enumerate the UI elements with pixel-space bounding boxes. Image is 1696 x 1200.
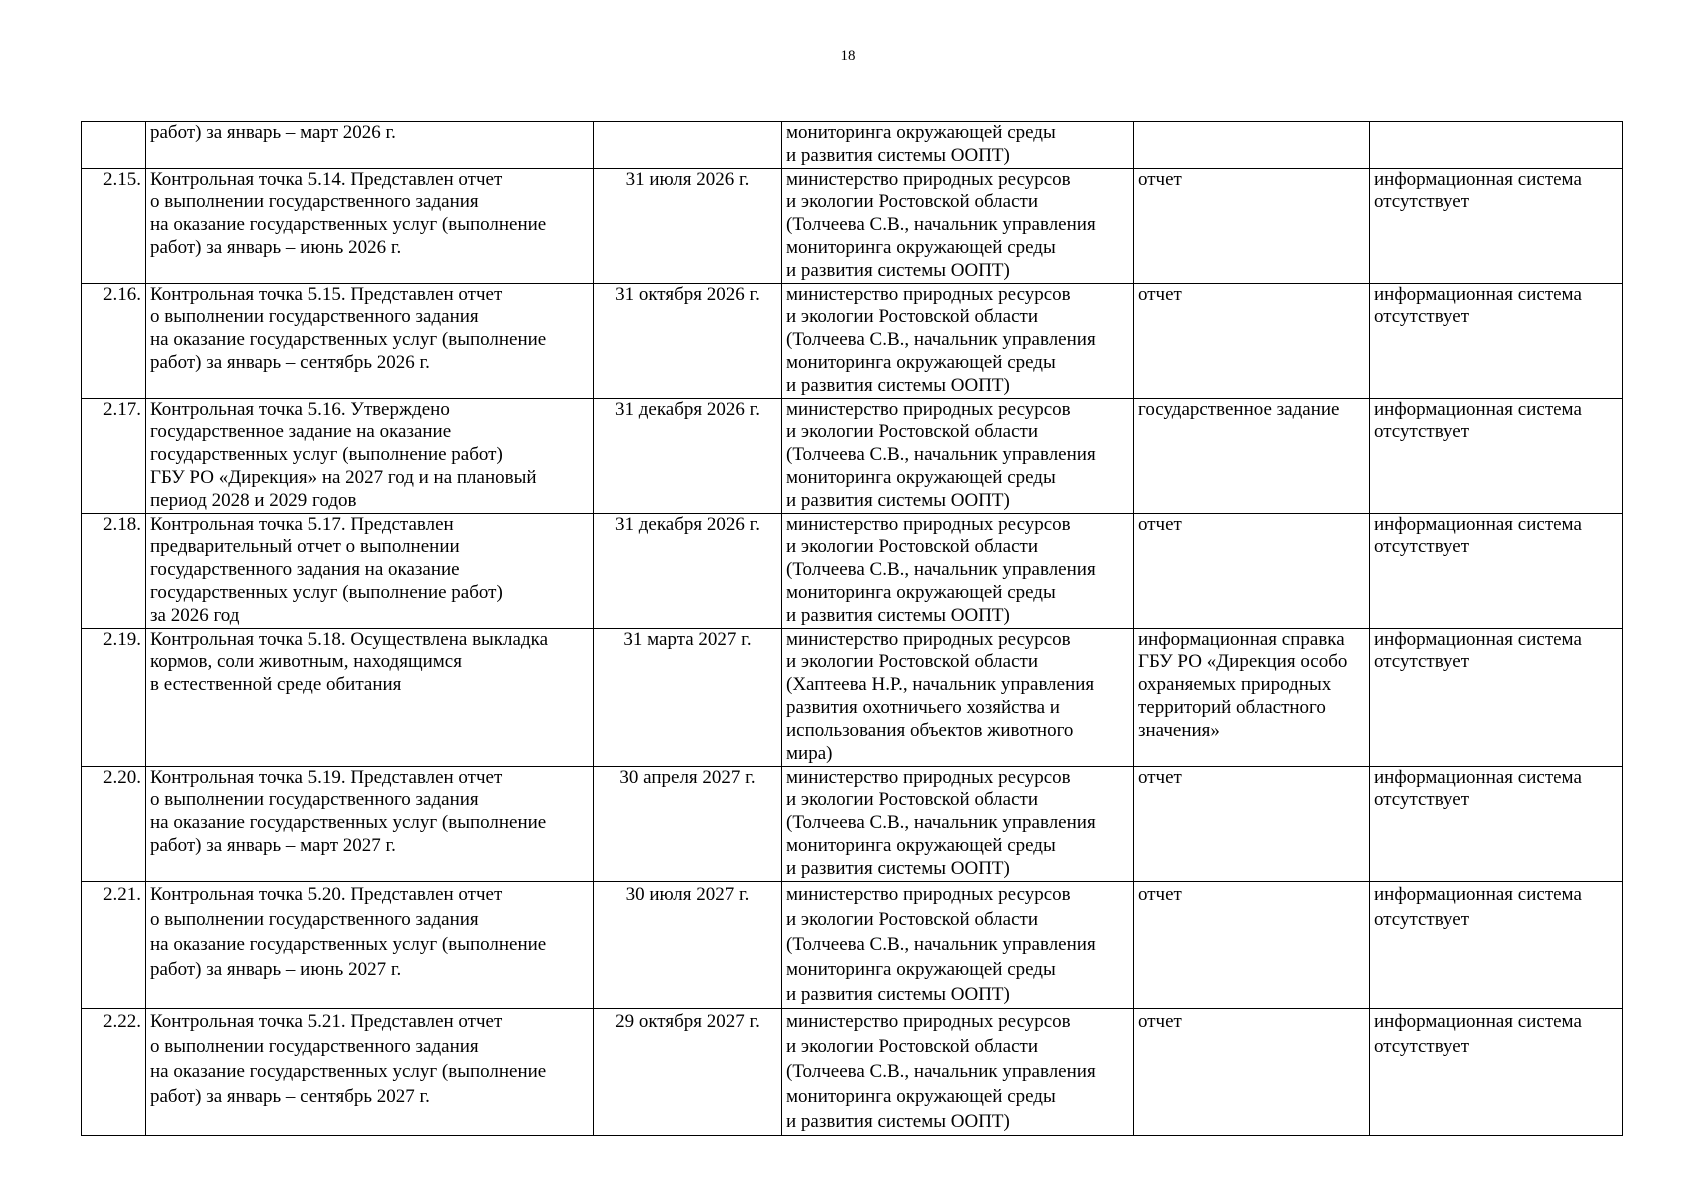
information-system: информационная система отсутствует <box>1370 283 1623 398</box>
confirming-document: отчет <box>1134 283 1370 398</box>
information-system: информационная система отсутствует <box>1370 513 1623 628</box>
due-date <box>594 122 782 169</box>
information-system: информационная система отсутствует <box>1370 766 1623 881</box>
table-row <box>82 513 1623 628</box>
due-date: 31 декабря 2026 г. <box>594 398 782 513</box>
responsible-executor: министерство природных ресурсов и экологии Ростовской области (Толчеева С.В., начальник управления мониторинга окружающей среды и развития системы ООПТ) <box>782 1008 1134 1135</box>
confirming-document: отчет <box>1134 168 1370 283</box>
table-row <box>82 881 1623 1008</box>
information-system: информационная система отсутствует <box>1370 628 1623 766</box>
responsible-executor: министерство природных ресурсов и экологии Ростовской области (Толчеева С.В., начальник управления мониторинга окружающей среды и развития системы ООПТ) <box>782 168 1134 283</box>
row-number: 2.15. <box>82 168 146 283</box>
row-number: 2.17. <box>82 398 146 513</box>
responsible-executor: министерство природных ресурсов и экологии Ростовской области (Хаптеева Н.Р., начальник управления развития охотничьего хозяйства и использования объектов животного мира) <box>782 628 1134 766</box>
row-number: 2.16. <box>82 283 146 398</box>
confirming-document: государственное задание <box>1134 398 1370 513</box>
table-row <box>82 283 1623 398</box>
due-date: 31 июля 2026 г. <box>594 168 782 283</box>
table-row <box>82 628 1623 766</box>
control-point-text: Контрольная точка 5.21. Представлен отчет о выполнении государственного задания на оказание государственных услуг (выполнение работ) за январь – сентябрь 2027 г. <box>146 1008 594 1135</box>
row-number <box>82 122 146 169</box>
table-row <box>82 168 1623 283</box>
confirming-document: отчет <box>1134 513 1370 628</box>
due-date: 30 июля 2027 г. <box>594 881 782 1008</box>
table-row <box>82 122 1623 169</box>
table-row <box>82 1008 1623 1135</box>
information-system <box>1370 122 1623 169</box>
control-point-text: Контрольная точка 5.17. Представлен предварительный отчет о выполнении государственного задания на оказание государственных услуг (выполнение работ) за 2026 год <box>146 513 594 628</box>
due-date: 29 октября 2027 г. <box>594 1008 782 1135</box>
control-point-text: Контрольная точка 5.16. Утверждено государственное задание на оказание государственных услуг (выполнение работ) ГБУ РО «Дирекция» на 2027 год и на плановый период 2028 и 2029 годов <box>146 398 594 513</box>
information-system: информационная система отсутствует <box>1370 881 1623 1008</box>
row-number: 2.20. <box>82 766 146 881</box>
row-number: 2.19. <box>82 628 146 766</box>
responsible-executor: мониторинга окружающей среды и развития системы ООПТ) <box>782 122 1134 169</box>
row-number: 2.18. <box>82 513 146 628</box>
control-point-text: Контрольная точка 5.18. Осуществлена выкладка кормов, соли животным, находящимся в естественной среде обитания <box>146 628 594 766</box>
row-number: 2.21. <box>82 881 146 1008</box>
control-points-table <box>81 121 1623 1136</box>
due-date: 30 апреля 2027 г. <box>594 766 782 881</box>
due-date: 31 октября 2026 г. <box>594 283 782 398</box>
confirming-document: отчет <box>1134 1008 1370 1135</box>
control-point-text: Контрольная точка 5.15. Представлен отчет о выполнении государственного задания на оказание государственных услуг (выполнение работ) за январь – сентябрь 2026 г. <box>146 283 594 398</box>
row-number: 2.22. <box>82 1008 146 1135</box>
table-row <box>82 398 1623 513</box>
responsible-executor: министерство природных ресурсов и экологии Ростовской области (Толчеева С.В., начальник управления мониторинга окружающей среды и развития системы ООПТ) <box>782 398 1134 513</box>
confirming-document <box>1134 122 1370 169</box>
page-number: 18 <box>840 48 856 64</box>
control-point-text: работ) за январь – март 2026 г. <box>146 122 594 169</box>
due-date: 31 декабря 2026 г. <box>594 513 782 628</box>
responsible-executor: министерство природных ресурсов и экологии Ростовской области (Толчеева С.В., начальник управления мониторинга окружающей среды и развития системы ООПТ) <box>782 283 1134 398</box>
information-system: информационная система отсутствует <box>1370 1008 1623 1135</box>
responsible-executor: министерство природных ресурсов и экологии Ростовской области (Толчеева С.В., начальник управления мониторинга окружающей среды и развития системы ООПТ) <box>782 513 1134 628</box>
responsible-executor: министерство природных ресурсов и экологии Ростовской области (Толчеева С.В., начальник управления мониторинга окружающей среды и развития системы ООПТ) <box>782 881 1134 1008</box>
responsible-executor: министерство природных ресурсов и экологии Ростовской области (Толчеева С.В., начальник управления мониторинга окружающей среды и развития системы ООПТ) <box>782 766 1134 881</box>
confirming-document: информационная справка ГБУ РО «Дирекция особо охраняемых природных территорий областного значения» <box>1134 628 1370 766</box>
control-point-text: Контрольная точка 5.14. Представлен отчет о выполнении государственного задания на оказание государственных услуг (выполнение работ) за январь – июнь 2026 г. <box>146 168 594 283</box>
table-row <box>82 766 1623 881</box>
control-point-text: Контрольная точка 5.19. Представлен отчет о выполнении государственного задания на оказание государственных услуг (выполнение работ) за январь – март 2027 г. <box>146 766 594 881</box>
confirming-document: отчет <box>1134 881 1370 1008</box>
confirming-document: отчет <box>1134 766 1370 881</box>
due-date: 31 марта 2027 г. <box>594 628 782 766</box>
control-point-text: Контрольная точка 5.20. Представлен отчет о выполнении государственного задания на оказание государственных услуг (выполнение работ) за январь – июнь 2027 г. <box>146 881 594 1008</box>
information-system: информационная система отсутствует <box>1370 398 1623 513</box>
information-system: информационная система отсутствует <box>1370 168 1623 283</box>
